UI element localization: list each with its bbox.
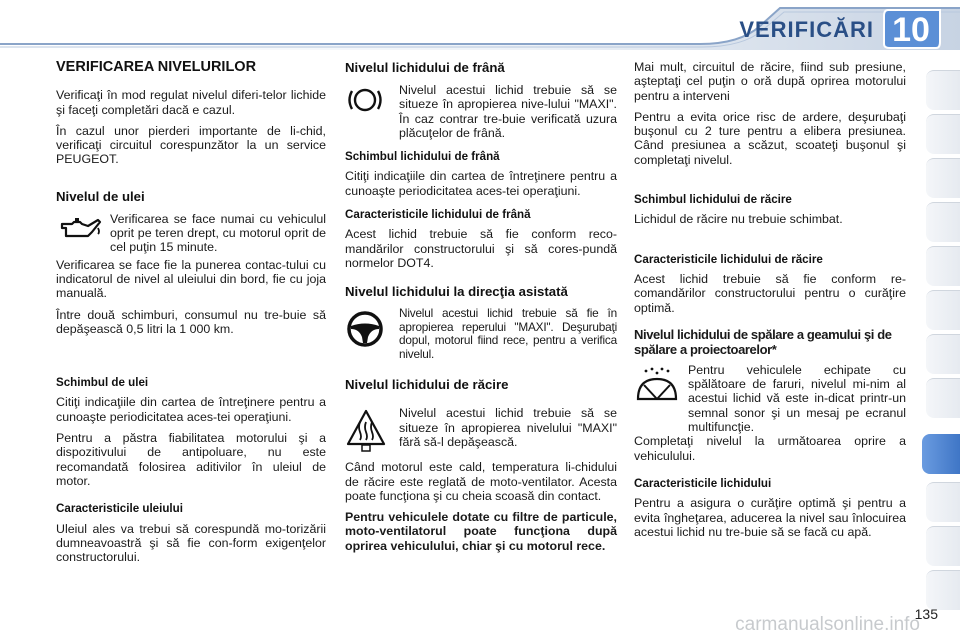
chapter-number: 10	[892, 10, 930, 49]
column-3	[634, 60, 906, 546]
chapter-tab[interactable]	[926, 246, 960, 286]
oil-change-paragraph-1: Citiţi indicaţiile din cartea de întreţinere pentru a cunoaşte periodicitatea aces-tei operaţiuni.	[56, 395, 326, 424]
chapter-tab[interactable]	[926, 570, 960, 610]
section-title: VERIFICAREA NIVELURILOR	[56, 59, 257, 75]
column-1	[56, 60, 326, 571]
chapter-tab[interactable]	[926, 290, 960, 330]
chapter-tab[interactable]	[926, 70, 960, 110]
chapter-tab[interactable]	[926, 526, 960, 566]
brake-fluid-paragraph: Nivelul acestui lichid trebuie să se situeze în apropierea nive-lului "MAXI". În caz contrar tre-buie verificată uzura plăcuţelor de frână.	[399, 83, 617, 140]
brake-change-paragraph: Citiţi indicaţiile din cartea de întreţinere pentru a cunoaşte periodicitatea aces-tei operaţiuni.	[345, 169, 617, 198]
oil-level-paragraph-2: Verificarea se face fie la punerea contac-tului cu indicatorul de nivel al uleiului din bord, fie cu joja manuală.	[56, 257, 326, 301]
brake-spec-paragraph: Acest lichid trebuie să fie conform reco-mandărilor constructorului şi să cores-pundă normelor DOT4.	[345, 227, 617, 270]
washer-spec-heading: Caracteristicile lichidului	[634, 476, 772, 490]
column-2	[345, 60, 617, 560]
chapter-tab[interactable]	[926, 202, 960, 242]
chapter-title: VERIFICĂRI	[739, 17, 874, 42]
coolant-paragraph-2: Când motorul este cald, temperatura li-chidului de răcire este reglată de moto-ventilator. Acesta poate funcţiona şi cu cheia scoasă din contact.	[345, 460, 617, 503]
oil-spec-paragraph: Uleiul ales va trebui să corespundă mo-torizării dumneavoastră şi să fie con-form exigenţelor constructorului.	[56, 521, 326, 565]
oil-change-paragraph-2: Pentru a păstra fiabilitatea motorului şi a dispozitivului de antipoluare, nu este recomandată folosirea aditivilor în uleiul de motor.	[56, 431, 326, 488]
coolant-spec-heading: Caracteristicile lichidului de răcire	[634, 252, 823, 266]
coolant-block	[345, 406, 617, 452]
steering-fluid-block	[345, 307, 617, 361]
coolant-heading: Nivelul lichidului de răcire	[345, 377, 509, 393]
hot-warning-icon	[345, 408, 387, 452]
chapter-tabs	[926, 70, 960, 630]
oil-change-heading: Schimbul de ulei	[56, 376, 149, 390]
steering-fluid-heading: Nivelul lichidului la direcţia asistată	[345, 284, 568, 300]
brake-fluid-heading: Nivelul lichidului de frână	[345, 60, 505, 75]
intro-paragraph-1: Verificaţi în mod regulat nivelul diferi-telor lichide şi faceţi completări dacă e cazul.	[56, 88, 326, 117]
coolant-change-heading: Schimbul lichidului de răcire	[634, 193, 792, 207]
chapter-tab[interactable]	[926, 482, 960, 522]
oil-level-block	[56, 212, 326, 255]
brake-spec-heading: Caracteristicile lichidului de frână	[345, 208, 531, 222]
brake-warning-icon	[345, 85, 385, 115]
oil-spec-heading: Caracteristicile uleiului	[56, 502, 183, 516]
washer-spec-paragraph: Pentru a asigura o curăţire optimă şi pentru a evita îngheţarea, aducerea la nivel sau înlocuirea acestui lichid nu tre-buie să se facă cu apă.	[634, 496, 906, 539]
steering-fluid-paragraph: Nivelul acestui lichid trebuie să fie în apropierea reperului "MAXI". Deşurubaţi dopul, motorul fiind rece, pentru a verifica nivelul.	[399, 306, 617, 361]
chapter-tab[interactable]	[926, 378, 960, 418]
chapter-tab[interactable]	[926, 334, 960, 374]
coolant-paragraph-3: Pentru vehiculele dotate cu filtre de particule, moto-ventilatorul poate funcţiona după oprirea vehiculului, chiar şi cu motorul rece.	[345, 510, 617, 553]
washer-fluid-paragraph-2: Completaţi nivelul la următoarea oprire a vehiculului.	[634, 434, 906, 463]
chapter-tab[interactable]	[926, 158, 960, 198]
oil-level-paragraph-3: Între două schimburi, consumul nu tre-buie să depăşească 0,5 litri la 1 000 km.	[56, 307, 326, 336]
windscreen-washer-icon	[634, 365, 680, 405]
oil-can-icon	[56, 214, 102, 244]
brake-change-heading: Schimbul lichidului de frână	[345, 150, 500, 164]
coolant-pressure-paragraph: Mai mult, circuitul de răcire, fiind sub presiune, aşteptaţi cel puţin o oră după oprirea motorului pentru a interveni	[634, 60, 906, 103]
coolant-change-paragraph: Lichidul de răcire nu trebuie schimbat.	[634, 212, 843, 227]
oil-level-paragraph-1: Verificarea se face numai cu vehiculul oprit pe teren drept, cu motorul oprit de cel puţin 15 minute.	[110, 211, 326, 255]
washer-fluid-paragraph-1: Pentru vehiculele echipate cu spălătoare de faruri, nivelul mi-nim al acestui lichid vă este in-dicat printr-un semnal sonor şi un mesaj pe ecranul multifuncţie.	[688, 362, 906, 435]
intro-paragraph-2: În cazul unor pierderi importante de li-chid, verificaţi circuitul corespunzător la un service PEUGEOT.	[56, 123, 326, 167]
washer-fluid-block	[634, 363, 906, 434]
oil-level-heading: Nivelul de ulei	[56, 188, 145, 204]
chapter-tab-active[interactable]	[922, 434, 960, 474]
brake-fluid-block	[345, 83, 617, 140]
coolant-spec-paragraph: Acest lichid trebuie să fie conform re-comandărilor constructorului pentru o curăţire optimă.	[634, 271, 906, 315]
washer-fluid-heading: Nivelul lichidului de spălare a geamului şi de spălare a proiectoarelor*	[634, 326, 892, 357]
steering-wheel-icon	[345, 309, 385, 349]
coolant-paragraph-1: Nivelul acestui lichid trebuie să se situeze în apropierea nivelului "MAXI" fără să-l depăşească.	[399, 406, 617, 449]
page-number: 135	[914, 606, 938, 622]
watermark: carmanualsonline.info	[735, 614, 920, 635]
chapter-tab[interactable]	[926, 114, 960, 154]
coolant-burn-paragraph: Pentru a evita orice risc de ardere, deşurubaţi buşonul cu 2 ture pentru a elibera presiunea. Când presiunea a scăzut, scoateţi buşonul şi completaţi nivelul.	[634, 109, 906, 167]
